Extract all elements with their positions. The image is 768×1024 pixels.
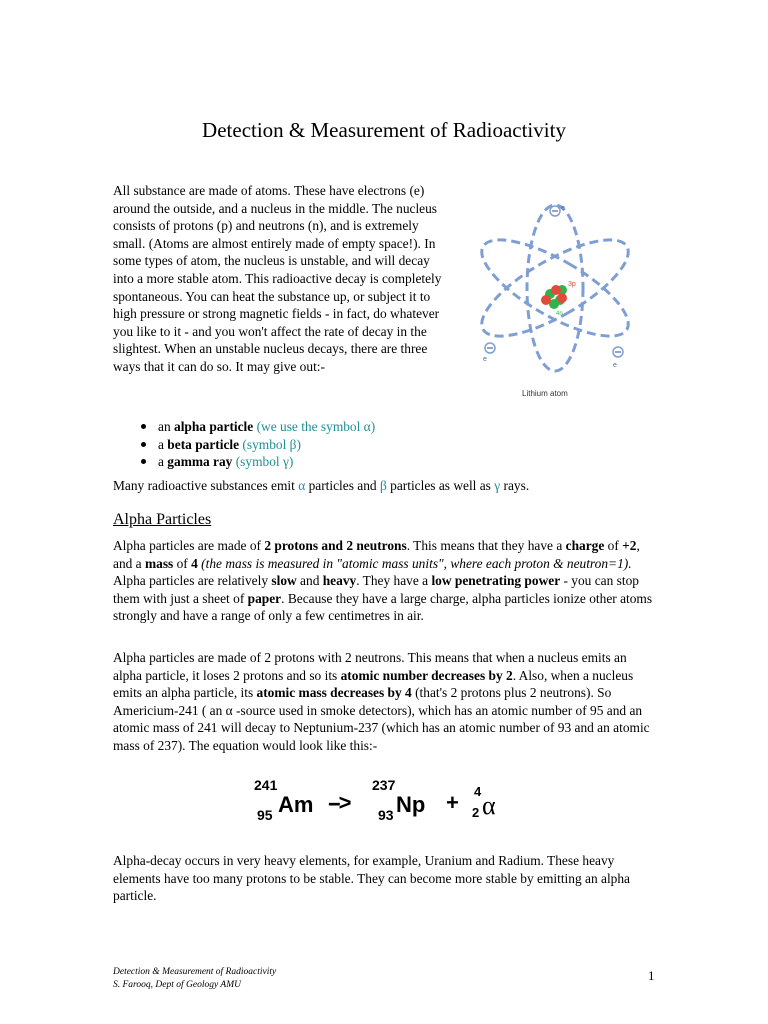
np-symbol: Np bbox=[396, 792, 426, 817]
list-item: a gamma ray (symbol γ) bbox=[140, 453, 375, 471]
plus-sign: + bbox=[446, 790, 459, 815]
proton-icon bbox=[541, 295, 551, 305]
figure-caption: Lithium atom bbox=[522, 389, 568, 398]
list-item: an alpha particle (we use the symbol α) bbox=[140, 418, 375, 436]
electron-minus-icons bbox=[487, 211, 621, 352]
proton-icon bbox=[557, 293, 567, 303]
intro-paragraph: All substance are made of atoms. These have electrons (e) around the outside, and a nucleus in the middle. The nucleus consists of protons (p) and neutrons (n), and is extremely small. (Atoms are almost entirely made of empty space!). In some types of atom, the nucleus is unstable, and will decay into a more stable atom. This radioactive decay is completely spontaneous. You can heat the substance up, or subject it to high pressure or strong magnetic fields - in fact, do whatever you like to it - and you won't affect the rate of decay in the slightest. When an unstable nucleus decays, there are three ways that it can do so. It may give out:- bbox=[113, 183, 442, 374]
alpha-paragraph-1: Alpha particles are made of 2 protons and 2 neutrons. This means that they have a charge of +2, and a mass of 4 (the mass is measured in "atomic mass units", where each proton & neutron=1). Alpha particles are relatively slow and heavy. They have a low penetrating power - you can stop them with just a sheet of paper. Because they have a large charge, alpha particles ionize other atoms strongly and have a range of only a few centimetres in air. bbox=[113, 538, 653, 624]
electron-label: e bbox=[613, 362, 617, 369]
proton-icon bbox=[551, 285, 561, 295]
am-symbol: Am bbox=[278, 792, 314, 817]
alpha-decay-equation bbox=[250, 772, 550, 832]
page-number: 1 bbox=[648, 968, 655, 983]
emission-sentence: Many radioactive substances emit α particles and β particles as well as γ rays. bbox=[113, 478, 530, 493]
decay-types-list bbox=[140, 418, 375, 471]
electron-label: e bbox=[561, 205, 565, 212]
np-mass-number: 237 bbox=[372, 777, 396, 793]
nucleus-icon bbox=[541, 285, 567, 309]
decay-arrow: --> bbox=[328, 790, 350, 815]
footer-author: S. Farooq, Dept of Geology AMU bbox=[113, 979, 241, 990]
alpha-atomic-number: 2 bbox=[472, 805, 480, 820]
alpha-symbol: α bbox=[482, 791, 496, 820]
list-item: a beta particle (symbol β) bbox=[140, 436, 375, 454]
alpha-mass-number: 4 bbox=[474, 784, 482, 799]
am-atomic-number: 95 bbox=[257, 807, 273, 823]
lithium-atom-figure bbox=[470, 198, 640, 403]
np-atomic-number: 93 bbox=[378, 807, 394, 823]
alpha-paragraph-2: Alpha particles are made of 2 protons with 2 neutrons. This means that when a nucleus emits an alpha particle, it loses 2 protons and so its atomic number decreases by 2. Also, when a nucleus emits an alpha particle, its atomic mass decreases by 4 (that's 2 protons plus 2 neutrons). So Americium-241 ( an α -source used in smoke detectors), which has an atomic number of 95 and an atomic mass of 241 will decay to Neptunium-237 (which has an atomic number of 93 and an atomic mass of 237). The equation would look like this:- bbox=[113, 650, 650, 753]
am-mass-number: 241 bbox=[254, 777, 278, 793]
proton-label: 3p bbox=[568, 281, 576, 288]
page-footer bbox=[113, 966, 276, 991]
neutron-label: 4n bbox=[556, 311, 563, 317]
footer-title: Detection & Measurement of Radioactivity bbox=[113, 967, 277, 977]
page-title: Detection & Measurement of Radioactivity bbox=[202, 118, 566, 142]
alpha-paragraph-3: Alpha-decay occurs in very heavy elements, for example, Uranium and Radium. These heavy elements have too many protons to be stable. They can become more stable by emitting an alpha particle. bbox=[113, 853, 630, 904]
electron-label: e bbox=[483, 356, 487, 363]
section-heading-alpha: Alpha Particles bbox=[113, 511, 212, 528]
